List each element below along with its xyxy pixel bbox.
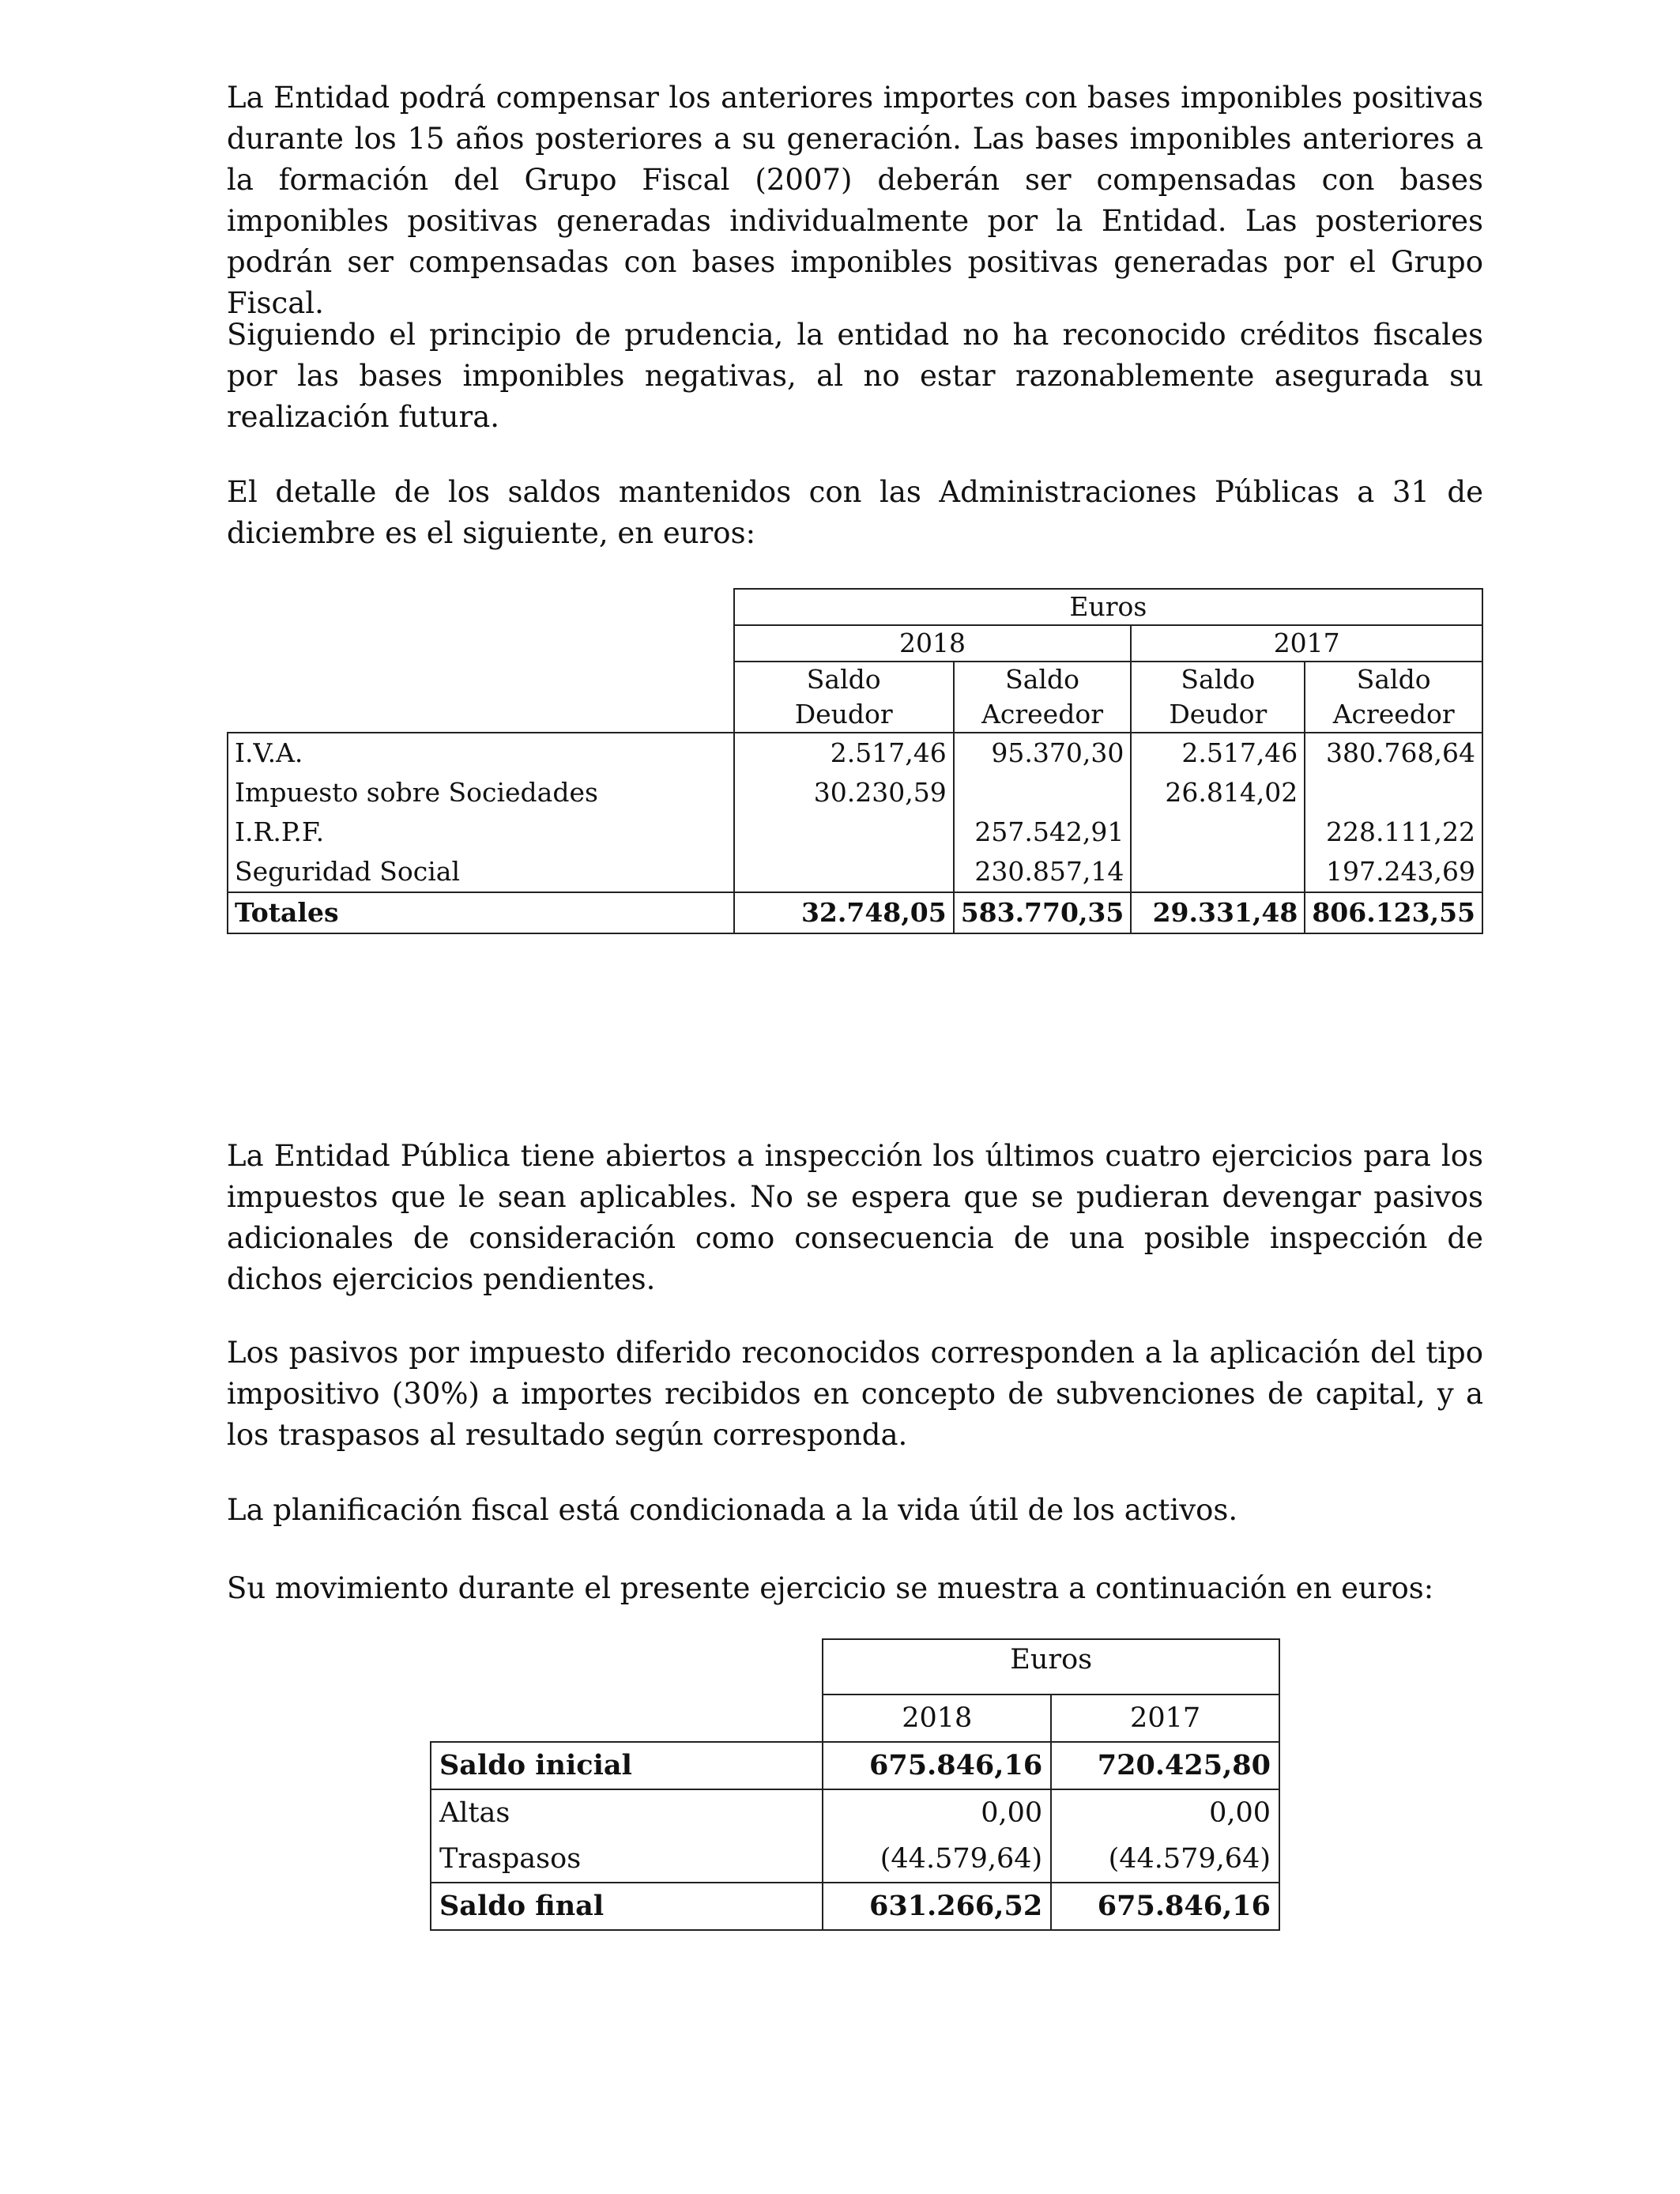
table1-col-header: Acreedor xyxy=(1305,697,1482,733)
table-row: Saldo final 631.266,52 675.846,16 xyxy=(431,1883,1279,1930)
row-label: I.R.P.F. xyxy=(228,812,734,852)
table1-col-header: Saldo xyxy=(734,662,954,697)
table-row: Altas 0,00 0,00 xyxy=(431,1789,1279,1836)
row-label: Traspasos xyxy=(431,1836,823,1883)
totals-row: Totales 32.748,05 583.770,35 29.331,48 806.123,55 xyxy=(228,892,1482,933)
table1-col-header: Acreedor xyxy=(954,697,1132,733)
paragraph-movement-intro: Su movimiento durante el presente ejercicio se muestra a continuación en euros: xyxy=(227,1571,1434,1605)
table-row: Impuesto sobre Sociedades 30.230,59 26.814,02 xyxy=(228,773,1482,812)
table1-unit-header: Euros xyxy=(734,589,1482,625)
table1-col-header: Saldo xyxy=(954,662,1132,697)
table-row: Traspasos (44.579,64) (44.579,64) xyxy=(431,1836,1279,1883)
table2-year-2017: 2017 xyxy=(1051,1695,1279,1742)
totals-label: Totales xyxy=(228,892,734,933)
paragraph-compensation: La Entidad podrá compensar los anteriores importes con bases imponibles positivas durante los 15 años posteriores a su generación. Las bases imponibles anteriores a la formación del Grupo Fiscal (2007) deberán ser compensadas con bases imponibles positivas generadas individualmente por la Entidad. Las posteriores podrán ser compensadas con bases imponibles positivas generadas por el Grupo Fiscal. xyxy=(227,81,1483,320)
table1-col-header: Saldo xyxy=(1131,662,1305,697)
row-label: Saldo inicial xyxy=(431,1742,823,1789)
paragraph-prudence: Siguiendo el principio de prudencia, la entidad no ha reconocido créditos fiscales por las bases imponibles negativas, al no estar razonablemente asegurada su realización futura. xyxy=(227,318,1483,434)
table1-col-header: Deudor xyxy=(1131,697,1305,733)
paragraph-tax-planning: La planificación fiscal está condicionada a la vida útil de los activos. xyxy=(227,1493,1238,1527)
table1-year-2018: 2018 xyxy=(734,625,1132,662)
table1-empty-header xyxy=(228,589,734,625)
row-label: Altas xyxy=(431,1789,823,1836)
table-row: I.R.P.F. 257.542,91 228.111,22 xyxy=(228,812,1482,852)
row-label: Saldo final xyxy=(431,1883,823,1930)
table-row: Saldo inicial 675.846,16 720.425,80 xyxy=(431,1742,1279,1789)
paragraph-inspection: La Entidad Pública tiene abiertos a inspección los últimos cuatro ejercicios para los impuestos que le sean aplicables. No se espera que se pudieran devengar pasivos adicionales de consideración como consecuencia de una posible inspección de dichos ejercicios pendientes. xyxy=(227,1139,1483,1296)
table2-unit-header: Euros xyxy=(823,1639,1279,1695)
paragraph-balances-intro: El detalle de los saldos mantenidos con las Administraciones Públicas a 31 de diciembre es el siguiente, en euros: xyxy=(227,475,1483,550)
table-row: Seguridad Social 230.857,14 197.243,69 xyxy=(228,852,1482,892)
row-label: I.V.A. xyxy=(228,733,734,773)
deferred-tax-movement-table xyxy=(430,1638,1280,1931)
row-label: Impuesto sobre Sociedades xyxy=(228,773,734,812)
row-label: Seguridad Social xyxy=(228,852,734,892)
table1-year-2017: 2017 xyxy=(1131,625,1482,662)
table2-year-2018: 2018 xyxy=(823,1695,1051,1742)
public-administrations-balances-table xyxy=(227,588,1483,934)
table-row: I.V.A. 2.517,46 95.370,30 2.517,46 380.768,64 xyxy=(228,733,1482,773)
table1-col-header: Saldo xyxy=(1305,662,1482,697)
table1-col-header: Deudor xyxy=(734,697,954,733)
paragraph-deferred-tax: Los pasivos por impuesto diferido reconocidos corresponden a la aplicación del tipo impositivo (30%) a importes recibidos en concepto de subvenciones de capital, y a los traspasos al resultado según corresponda. xyxy=(227,1336,1483,1452)
